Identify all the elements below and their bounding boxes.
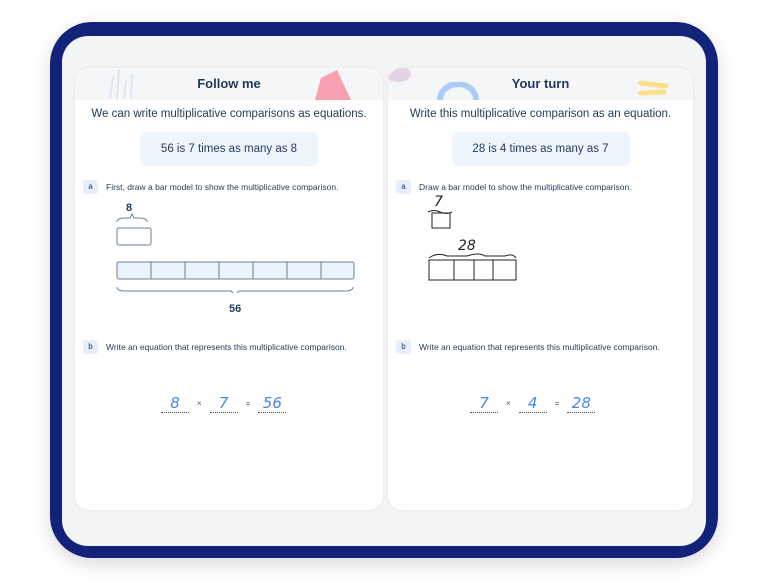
decor-pink-shape-icon (311, 70, 353, 100)
small-bar (117, 228, 151, 245)
sketch-small-label: 7 (434, 194, 443, 210)
part-a (83, 180, 338, 194)
answer-field-3[interactable]: 28 (567, 394, 595, 413)
part-label: a (83, 180, 98, 194)
intro-text: We can write multiplicative comparisons as equations. (91, 108, 367, 120)
long-bar (117, 262, 354, 279)
times-sign: × (506, 399, 511, 408)
small-brace (117, 214, 147, 222)
answer-field-1[interactable]: 7 (470, 394, 498, 413)
total-brace (117, 287, 353, 293)
part-label: a (396, 180, 411, 194)
equals-sign: = (554, 399, 560, 408)
answer-field-3[interactable]: 56 (258, 394, 286, 413)
part-label: b (83, 340, 98, 354)
intro-text: Write this multiplicative comparison as an equation. (409, 108, 672, 120)
answer-field-1[interactable]: 8 (161, 394, 189, 413)
sketch-total-label: 28 (458, 238, 476, 254)
panel-header (75, 68, 383, 100)
sketch-bar-model[interactable] (426, 208, 526, 283)
answer-field-2[interactable]: 7 (210, 394, 238, 413)
part-a (396, 180, 632, 194)
part-text: Draw a bar model to show the multiplicative comparison. (419, 182, 632, 192)
panel-title: Follow me (197, 76, 261, 91)
times-sign: × (197, 399, 202, 408)
equals-sign: = (245, 399, 251, 408)
decor-arc-icon (436, 82, 480, 100)
comparison-statement: 28 is 4 times as many as 7 (452, 132, 630, 166)
equation (161, 394, 286, 413)
answer-field-2[interactable]: 4 (519, 394, 547, 413)
part-text: Write an equation that represents this multiplicative comparison. (106, 342, 347, 352)
follow-me-panel (75, 68, 383, 510)
decor-leaf-icon (388, 68, 414, 88)
your-turn-panel (388, 68, 693, 510)
decor-yellow-bars-icon (638, 80, 670, 96)
total-label: 56 (229, 303, 242, 315)
part-text: Write an equation that represents this multiplicative comparison. (419, 342, 660, 352)
decor-lines-icon (105, 68, 135, 100)
comparison-statement: 56 is 7 times as many as 8 (140, 132, 318, 166)
panel-title: Your turn (511, 76, 570, 91)
panel-header (388, 68, 693, 100)
equation (470, 394, 595, 413)
bar-model (115, 213, 365, 293)
part-b (83, 340, 347, 354)
part-text: First, draw a bar model to show the multiplicative comparison. (106, 182, 339, 192)
part-label: b (396, 340, 411, 354)
part-b (396, 340, 660, 354)
small-bar-label: 8 (126, 202, 133, 214)
